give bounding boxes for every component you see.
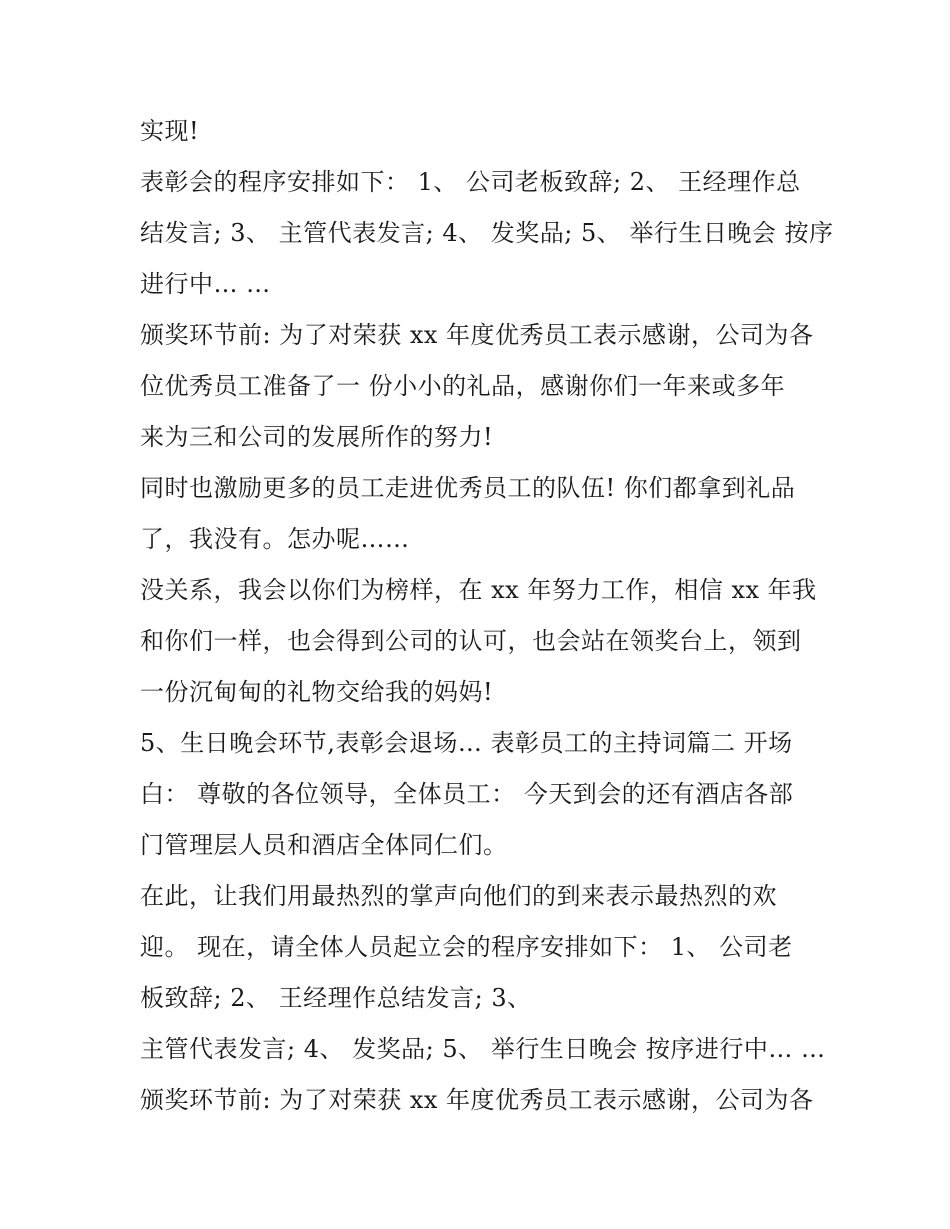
text-line: 没关系，我会以你们为榜样，在 xx 年努力工作，相信 xx 年我 [140,576,817,604]
text-line: 颁奖环节前: 为了对荣获 xx 年度优秀员工表示感谢，公司为各 [140,1086,814,1114]
text-line: 和你们一样，也会得到公司的认可，也会站在领奖台上，领到 [140,627,802,655]
text-line: 颁奖环节前: 为了对荣获 xx 年度优秀员工表示感谢，公司为各 [140,321,814,349]
text-line: 一份沉甸甸的礼物交给我的妈妈! [140,678,494,706]
document-body [140,106,834,1126]
text-line: 来为三和公司的发展所作的努力! [140,423,494,451]
text-line: 位优秀员工准备了一 份小小的礼品，感谢你们一年来或多年 [140,372,786,400]
text-line: 在此，让我们用最热烈的掌声向他们的到来表示最热烈的欢 [140,882,777,910]
text-line: 实现! [140,117,200,145]
text-line: 5、生日晚会环节,表彰会退场… 表彰员工的主持词篇二 开场 [140,729,793,757]
text-line: 表彰会的程序安排如下： 1、 公司老板致辞; 2、 王经理作总 [140,168,801,196]
text-line: 门管理层人员和酒店全体同仁们。 [140,831,508,859]
text-line: 结发言; 3、 主管代表发言; 4、 发奖品; 5、 举行生日晚会 按序 [140,219,834,247]
text-line: 同时也激励更多的员工走进优秀员工的队伍! 你们都拿到礼品 [140,474,796,502]
text-line: 迎。 现在，请全体人员起立会的程序安排如下： 1、 公司老 [140,933,793,961]
text-line: 白： 尊敬的各位领导，全体员工： 今天到会的还有酒店各部 [140,780,794,808]
text-line: 了，我没有。怎办呢…… [140,525,410,553]
text-line: 板致辞; 2、 王经理作总结发言; 3、 [140,984,532,1012]
text-line: 主管代表发言; 4、 发奖品; 5、 举行生日晚会 按序进行中… … [140,1035,826,1063]
text-line: 进行中… … [140,270,271,298]
